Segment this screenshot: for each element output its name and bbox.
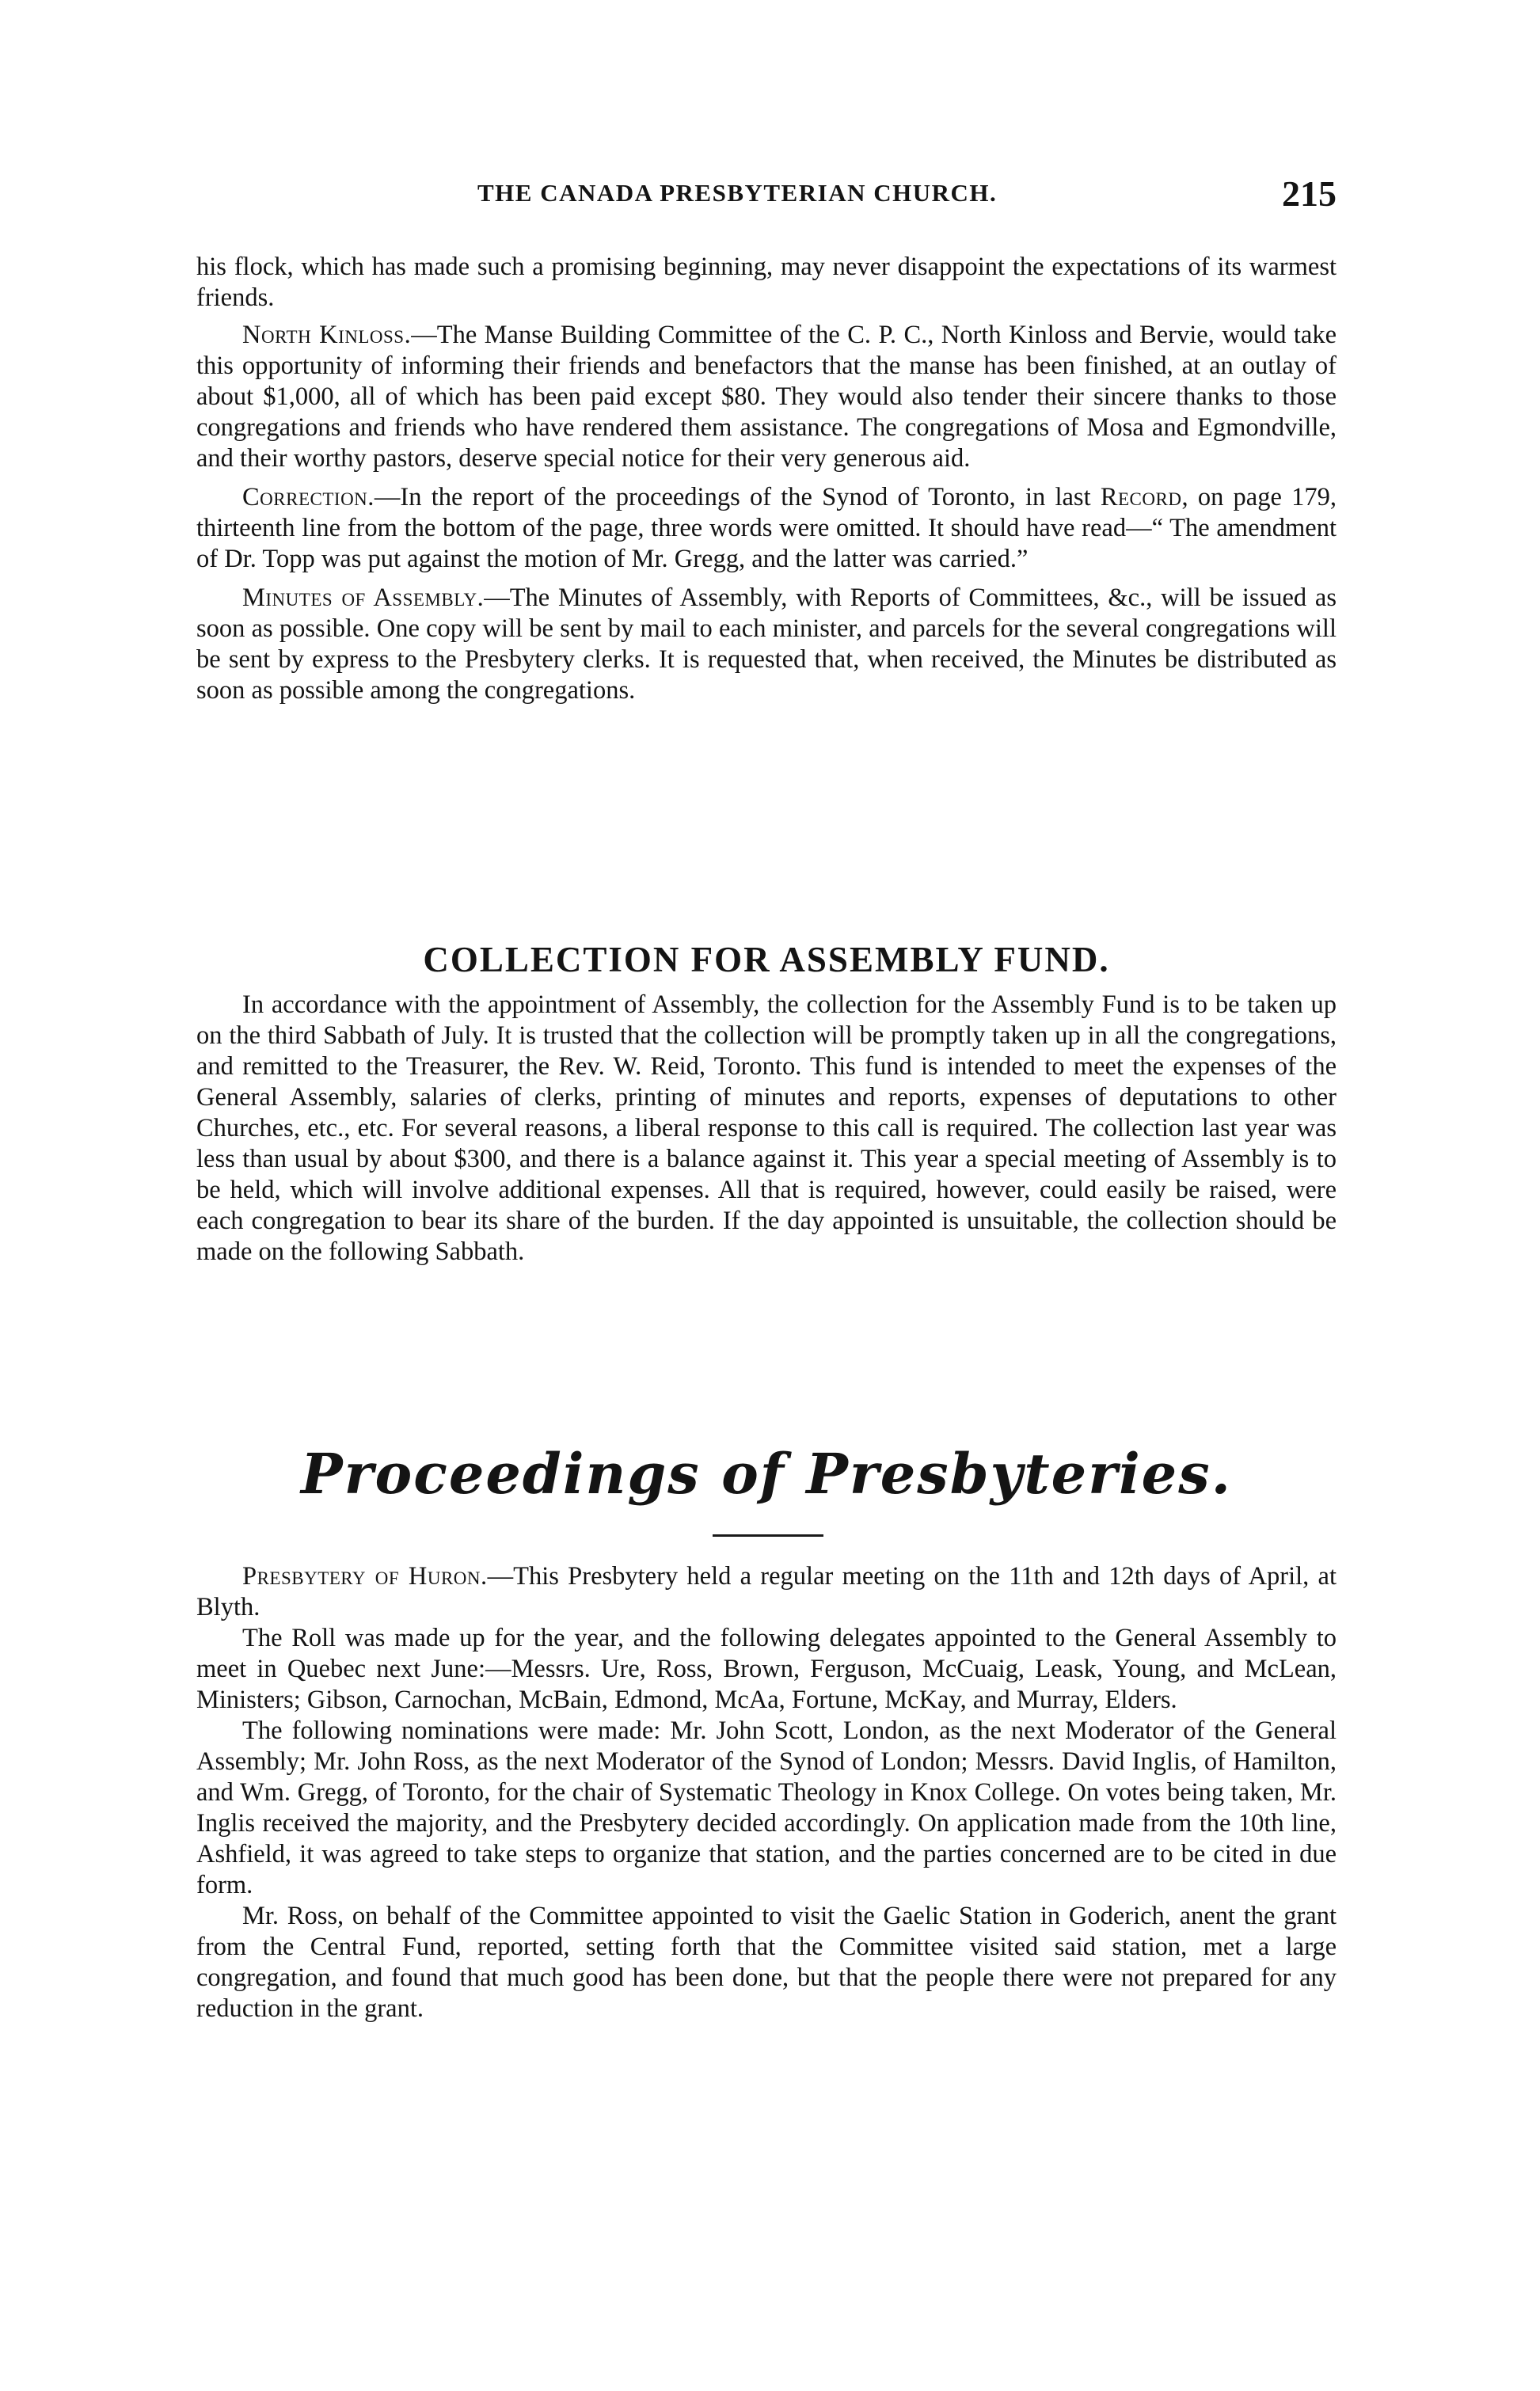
intro-paragraph: his flock, which has made such a promising beginning, may never disappoint the expectations of its warmest friends. bbox=[196, 253, 1337, 312]
minutes-text: —The Minutes of Assembly, with Reports of Committees, &c., will be issued as soon as possible. One copy will be sent by mail to each minister, and parcels for the several congregations will be sent by express to the Presbytery clerks. It is requested that, when received, the Minutes be distributed as soon as possible among the congregations. bbox=[196, 583, 1337, 705]
correction-paragraph bbox=[196, 482, 1337, 575]
huron-text: —This Presbytery held a regular meeting on the 11th and 12th days of April, at Blyth. bbox=[196, 1562, 1337, 1621]
nominations-paragraph: The following nominations were made: Mr. John Scott, London, as the next Moderator of the General Assembly; Mr. John Ross, as the next Moderator of the Synod of London; Messrs. David Inglis, of Hamilton, and Wm. Gregg, of Toronto, for the chair of Systematic Theology in Knox College. On votes being taken, Mr. Inglis received the majority, and the Presbytery decided accordingly. On application made from the 10th line, Ashfield, it was agreed to take steps to organize that station, and the parties concerned are to be cited in due form. bbox=[196, 1716, 1337, 1899]
north-kinloss-lead: North Kinloss. bbox=[242, 321, 412, 349]
north-kinloss-paragraph bbox=[196, 320, 1337, 474]
huron-lead: Presbytery of Huron. bbox=[242, 1562, 488, 1591]
proceedings-heading: Proceedings of Presbyteries. bbox=[301, 1441, 1232, 1507]
running-title: THE CANADA PRESBYTERIAN CHURCH. bbox=[477, 179, 998, 207]
collection-column bbox=[196, 990, 1337, 1268]
page-number: 215 bbox=[1282, 173, 1337, 214]
page-header bbox=[196, 173, 1337, 220]
minutes-lead: Minutes of Assembly. bbox=[242, 583, 485, 612]
roll-paragraph: The Roll was made up for the year, and the following delegates appointed to the General Assembly to meet in Quebec next June:—Messrs. Ure, Ross, Brown, Ferguson, McCuaig, Leask, Young, and McLean, Ministers; Gibson, Carnochan, McBain, Edmond, McAa, Fortune, McKay, and Murray, Elders. bbox=[196, 1624, 1337, 1714]
column-top bbox=[196, 252, 1337, 706]
correction-text: —In the report of the proceedings of the Synod of Toronto, in last bbox=[374, 483, 1101, 511]
correction-text-2: , on page 179, thirteenth line from the bottom of the page, three words were omitted. It should have read—“ The amendment of Dr. Topp was put against the motion of Mr. Gregg, and the latter was carried.” bbox=[196, 483, 1337, 573]
north-kinloss-text: —The Manse Building Committee of the C. P. C., North Kinloss and Bervie, would take this opportunity of informing their friends and benefactors that the manse has been finished, at an outlay of about $1,000, all of which has been paid except $80. They would also tender their sincere thanks to those congregations and friends who have rendered them assistance. The congregations of Mosa and Egmondville, and their worthy pastors, deserve special notice for their very generous aid. bbox=[196, 321, 1337, 473]
ross-paragraph: Mr. Ross, on behalf of the Committee appointed to visit the Gaelic Station in Goderich, anent the grant from the Central Fund, reported, setting forth that the Committee visited said station, met a large congregation, and found that much good has been done, but that the people there were not prepared for any reduction in the grant. bbox=[196, 1902, 1337, 2023]
huron-paragraph bbox=[196, 1561, 1337, 1623]
heading-rule bbox=[713, 1534, 823, 1537]
correction-record: Record bbox=[1100, 483, 1182, 511]
proceedings-column bbox=[196, 1561, 1337, 2024]
correction-lead: Correction. bbox=[242, 483, 375, 511]
minutes-paragraph bbox=[196, 583, 1337, 706]
collection-heading: COLLECTION FOR ASSEMBLY FUND. bbox=[423, 940, 1110, 979]
collection-paragraph: In accordance with the appointment of Assembly, the collection for the Assembly Fund is to be taken up on the third Sabbath of July. It is trusted that the collection will be promptly taken up in all the congregations, and remitted to the Treasurer, the Rev. W. Reid, Toronto. This fund is intended to meet the expenses of the General Assembly, salaries of clerks, printing of minutes and reports, expenses of deputations to other Churches, etc., etc. For several reasons, a liberal response to this call is required. The collection last year was less than usual by about $300, and there is a balance against it. This year a special meeting of Assembly is to be held, which will involve additional expenses. All that is required, however, could easily be raised, were each congregation to bear its share of the burden. If the day appointed is unsuitable, the collection should be made on the following Sabbath. bbox=[196, 990, 1337, 1266]
